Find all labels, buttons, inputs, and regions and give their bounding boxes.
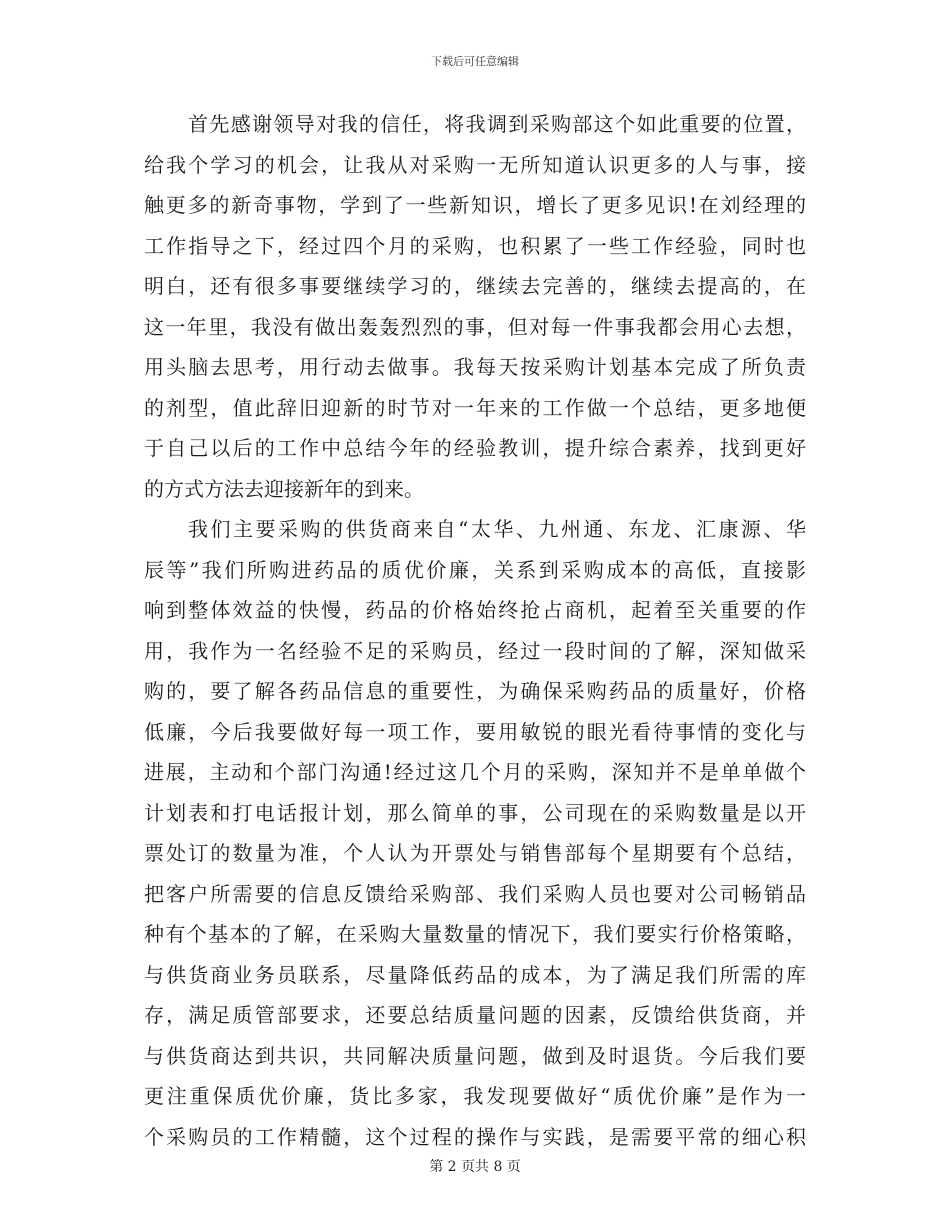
text-line: 低廉，今后我要做好每一项工作，要用敏锐的眼光看待事情的变化与 bbox=[144, 719, 806, 744]
text-line: 于自己以后的工作中总结今年的经验教训，提升综合素养，找到更好 bbox=[144, 436, 806, 460]
text-line: 我们主要采购的供货商来自“太华、九州通、东龙、汇康源、华 bbox=[188, 517, 806, 541]
text-line: 计划表和打电话报计划，那么简单的事，公司现在的采购数量是以开 bbox=[144, 800, 806, 825]
text-line: 用头脑去思考，用行动去做事。我每天按采购计划基本完成了所负责 bbox=[144, 355, 806, 379]
text-line: 票处订的数量为准，个人认为开票处与销售部每个星期要有个总结， bbox=[144, 841, 806, 865]
document-body bbox=[144, 104, 806, 1157]
text-line: 给我个学习的机会，让我从对采购一无所知道认识更多的人与事，接 bbox=[144, 152, 806, 177]
text-line: 种有个基本的了解，在采购大量数量的情况下，我们要实行价格策略， bbox=[144, 922, 806, 946]
text-line: 与供货商业务员联系，尽量降低药品的成本，为了满足我们所需的库 bbox=[144, 962, 806, 987]
text-line: 明白，还有很多事要继续学习的，继续去完善的，继续去提高的，在 bbox=[144, 274, 806, 298]
text-line: 更注重保质优价廉，货比多家，我发现要做好“质优价廉”是作为一 bbox=[144, 1084, 806, 1108]
text-line: 触更多的新奇事物，学到了一些新知识，增长了更多见识!在刘经理的 bbox=[144, 193, 806, 217]
text-line: 的剂型，值此辞旧迎新的时节对一年来的工作做一个总结，更多地便 bbox=[144, 395, 806, 420]
text-line: 把客户所需要的信息反馈给采购部、我们采购人员也要对公司畅销品 bbox=[144, 881, 806, 906]
text-line: 首先感谢领导对我的信任，将我调到采购部这个如此重要的位置， bbox=[188, 112, 806, 136]
text-line: 响到整体效益的快慢，药品的价格始终抢占商机，起着至关重要的作 bbox=[144, 598, 806, 622]
text-line: 这一年里，我没有做出轰轰烈烈的事，但对每一件事我都会用心去想， bbox=[144, 314, 806, 339]
page-number: 第 2 页共 8 页 bbox=[429, 1159, 521, 1175]
text-line: 存，满足质管部要求，还要总结质量问题的因素，反馈给供货商，并 bbox=[144, 1003, 806, 1027]
paragraph-1 bbox=[144, 104, 806, 509]
text-line: 与供货商达到共识，共同解决质量问题，做到及时退货。今后我们要 bbox=[144, 1043, 806, 1068]
text-line: 的方式方法去迎接新年的到来。 bbox=[144, 476, 424, 501]
text-line: 用，我作为一名经验不足的采购员，经过一段时间的了解，深知做采 bbox=[144, 638, 806, 663]
text-line: 工作指导之下，经过四个月的采购，也积累了一些工作经验，同时也 bbox=[144, 233, 806, 258]
text-line: 购的，要了解各药品信息的重要性，为确保采购药品的质量好，价格 bbox=[144, 679, 806, 703]
page-header: 下载后可任意编辑 bbox=[431, 55, 519, 68]
text-line: 辰等”我们所购进药品的质优价廉，关系到采购成本的高低，直接影 bbox=[144, 557, 806, 582]
paragraph-2 bbox=[144, 509, 806, 1157]
text-line: 个采购员的工作精髓，这个过程的操作与实践，是需要平常的细心积 bbox=[144, 1124, 806, 1149]
text-line: 进展，主动和个部门沟通!经过这几个月的采购，深知并不是单单做个 bbox=[144, 760, 806, 784]
